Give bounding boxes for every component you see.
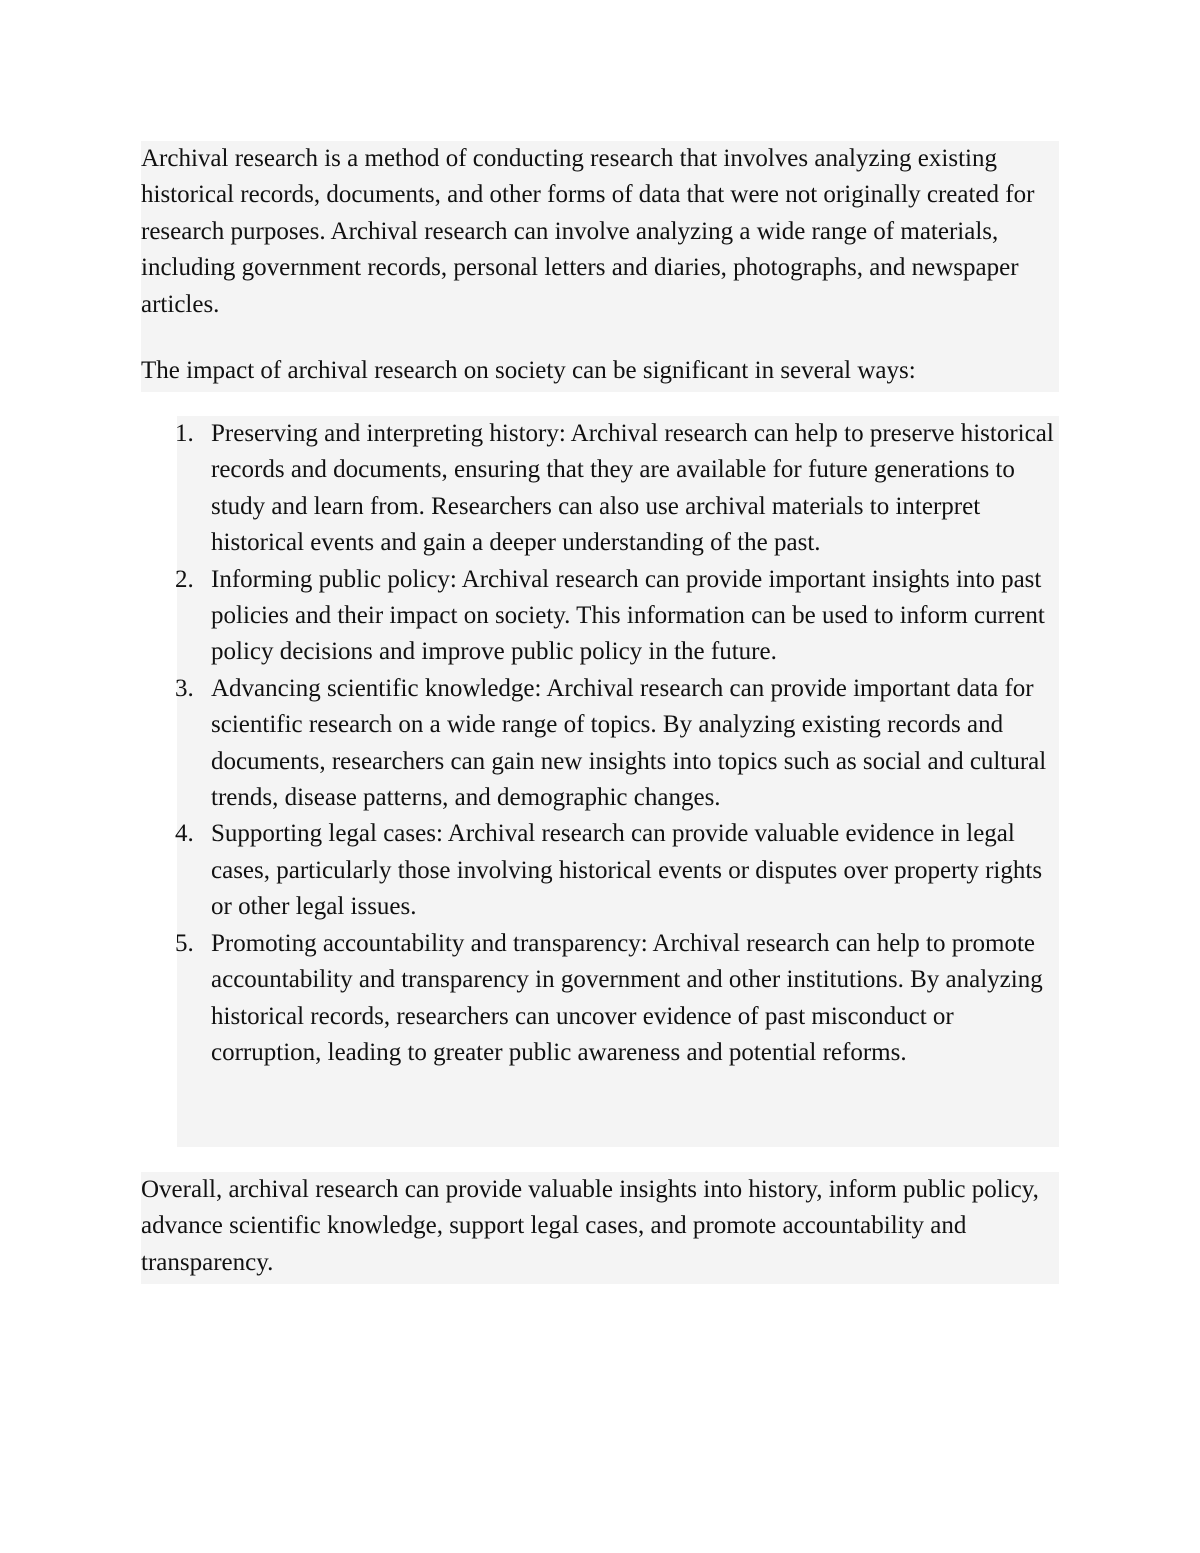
impact-list-section — [177, 416, 1059, 1147]
list-item-number: 4. — [175, 820, 194, 848]
impact-list — [177, 416, 1059, 1071]
list-item — [177, 926, 1059, 1072]
list-item-number: 3. — [175, 674, 194, 702]
list-item — [177, 816, 1059, 925]
conclusion-paragraph: Overall, archival research can provide valuable insights into history, inform public policy, advance scientific knowledge, support legal cases, and promote accountability and transparency. — [141, 1176, 1039, 1276]
list-item — [177, 416, 1059, 562]
list-item-number: 1. — [175, 420, 194, 447]
list-item-text: Supporting legal cases: Archival research can provide valuable evidence in legal cases, particularly those involving historical events or disputes over property rights or other legal issues. — [211, 820, 1043, 921]
intro-section — [141, 141, 1059, 392]
list-item-text: Preserving and interpreting history: Archival research can help to preserve historical records and documents, ensuring that they are available for future generations to study and learn from. Researchers can also use archival materials to interpret historical events and gain a deeper understanding of the past. — [211, 420, 1054, 557]
list-item — [177, 562, 1059, 671]
list-item-number: 2. — [175, 565, 194, 593]
list-item-text: Promoting accountability and transparency: Archival research can help to promote accountability and transparency in government and other institutions. By analyzing historical records, researchers can uncover evidence of past misconduct or corruption, leading to greater public awareness and potential reforms. — [211, 929, 1043, 1066]
intro-paragraph: Archival research is a method of conducting research that involves analyzing existing historical records, documents, and other forms of data that were not originally created for research purposes. Archival research can involve analyzing a wide range of materials, including government records, personal letters and diaries, photographs, and newspaper articles. — [141, 145, 1035, 318]
list-item-text: Informing public policy: Archival research can provide important insights into past policies and their impact on society. This information can be used to inform current policy decisions and improve public policy in the future. — [211, 565, 1045, 666]
list-item — [177, 671, 1059, 817]
list-item-number: 5. — [175, 929, 194, 957]
list-item-text: Advancing scientific knowledge: Archival research can provide important data for scientific research on a wide range of topics. By analyzing existing records and documents, researchers can gain new insights into topics such as social and cultural trends, disease patterns, and demographic changes. — [211, 674, 1047, 812]
conclusion-section — [141, 1172, 1059, 1284]
impact-lead-paragraph: The impact of archival research on society can be significant in several ways: — [141, 357, 916, 385]
